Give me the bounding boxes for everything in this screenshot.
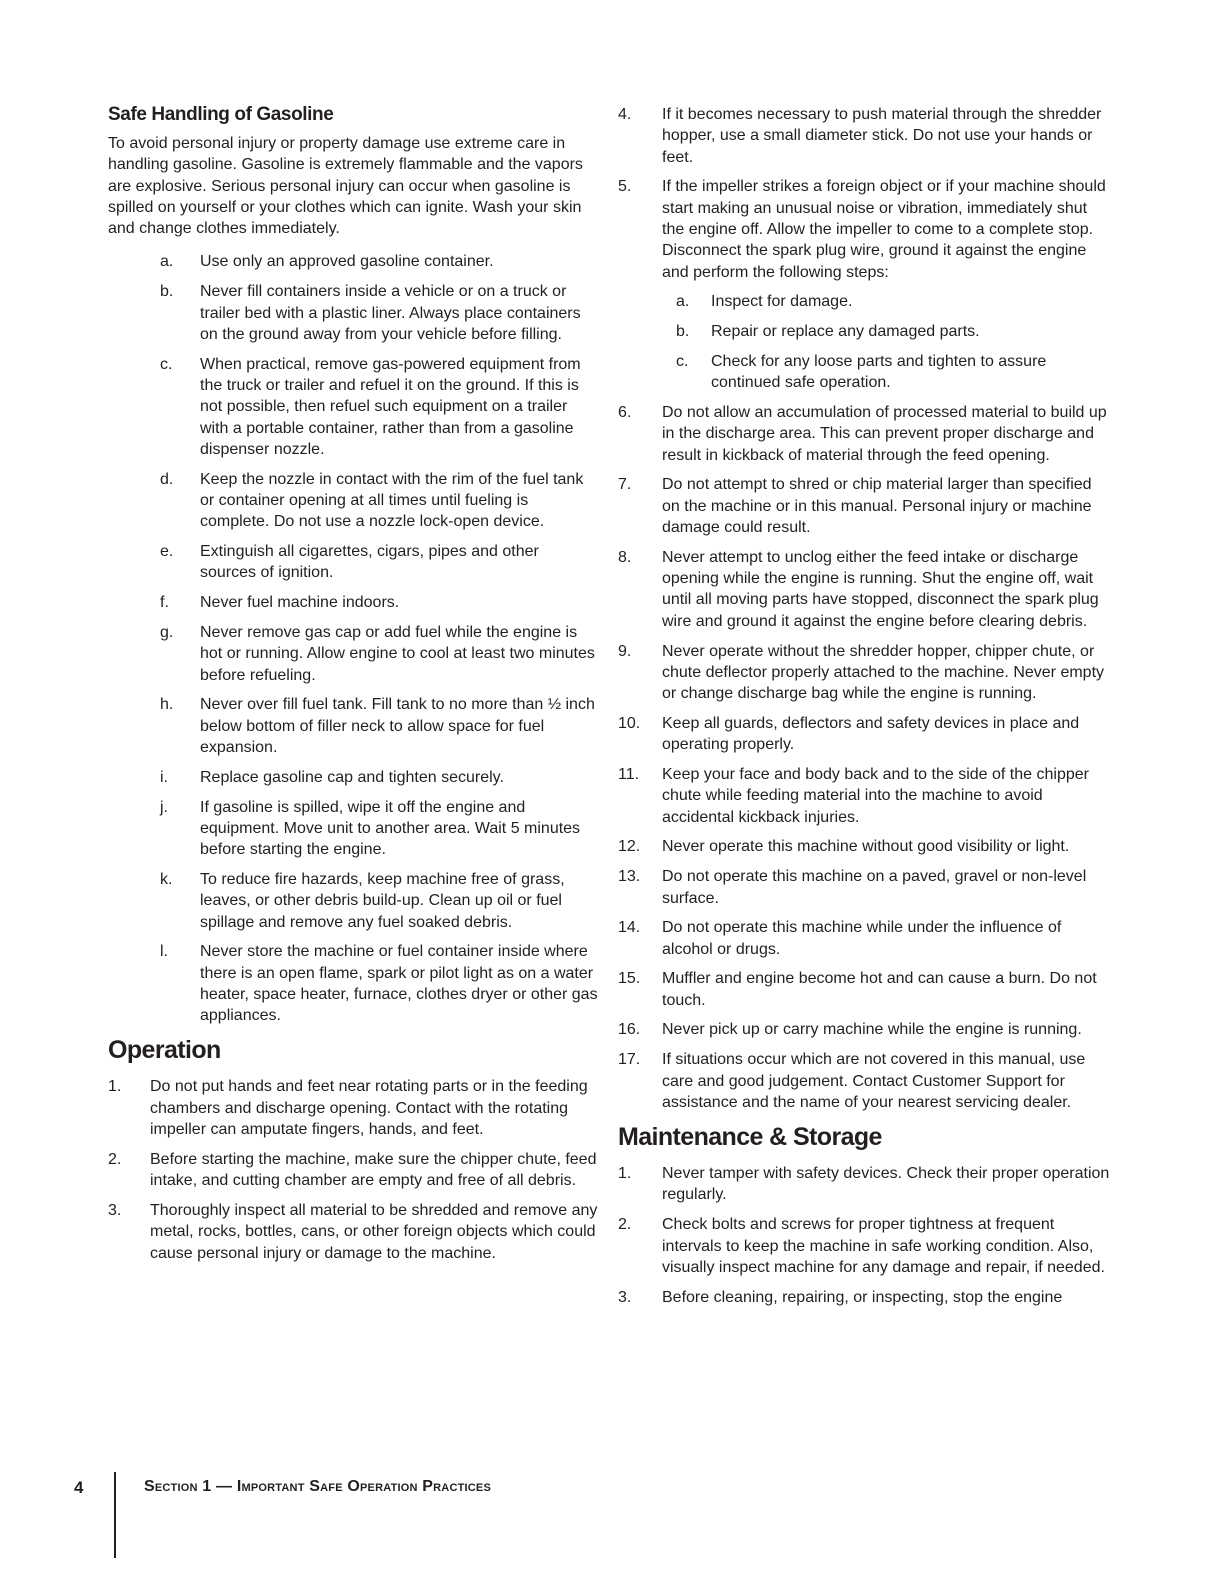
list-item: [618, 968, 1110, 1011]
operation-list-continued: [618, 104, 1110, 283]
gasoline-intro-paragraph: To avoid personal injury or property damage use extreme care in handling gasoline. Gasoline is extremely flammable and the vapors are explosive. Serious personal injury can occur when gasoline is spilled on yourself or your clothes which can ignite. Wash your skin and change clothes immediately.: [108, 135, 583, 238]
list-item-text: Keep all guards, deflectors and safety devices in place and operating properly.: [662, 714, 1080, 754]
footer-divider: [114, 1472, 116, 1558]
list-marker: h.: [160, 696, 174, 714]
list-marker: 2.: [108, 1150, 122, 1168]
list-item: [618, 1019, 1110, 1040]
list-marker: b.: [676, 323, 690, 341]
list-item-text: Use only an approved gasoline container.: [200, 253, 494, 271]
list-item: [618, 1287, 1110, 1308]
operation-heading: Operation: [108, 1036, 221, 1065]
list-item: [108, 469, 598, 533]
list-item-text: Do not allow an accumulation of processed material to build up in the discharge area. This can prevent proper discharge and result in kickback of material through the feed opening.: [662, 404, 1107, 464]
list-item-text: Never over fill fuel tank. Fill tank to no more than ½ inch below bottom of filler neck to allow space for fuel expansion.: [200, 696, 595, 756]
list-item: [108, 622, 598, 686]
list-item: [108, 797, 598, 861]
list-marker: 11.: [618, 766, 640, 784]
list-marker: 6.: [618, 404, 632, 422]
list-item-text: Repair or replace any damaged parts.: [711, 323, 980, 341]
list-marker: a.: [676, 293, 690, 311]
list-item: [618, 764, 1110, 828]
list-marker: 16.: [618, 1021, 641, 1039]
list-item-text: If it becomes necessary to push material through the shredder hopper, use a small diameter stick. Do not use your hands or feet.: [662, 106, 1102, 166]
list-item: [618, 321, 1110, 342]
list-item: [618, 836, 1110, 857]
list-marker: k.: [160, 870, 173, 888]
operation-list-continued-2: [618, 402, 1110, 1113]
list-marker: 7.: [618, 476, 632, 494]
list-item-text: If gasoline is spilled, wipe it off the engine and equipment. Move unit to another area. Wait 5 minutes before starting the engine.: [200, 798, 581, 859]
list-marker: f.: [160, 594, 169, 612]
left-column: [108, 104, 598, 1272]
list-item-text: If the impeller strikes a foreign object or if your machine should start making an unusual noise or vibration, immediately shut the engine off. Allow the impeller to come to a complete stop. Disconnect the spark plug wire, ground it against the engine and perform the following steps:: [662, 178, 1106, 281]
list-item: [108, 694, 598, 758]
list-item-text: Never fuel machine indoors.: [200, 594, 400, 612]
list-marker: 3.: [108, 1201, 122, 1219]
list-item-text: Never fill containers inside a vehicle or on a truck or trailer bed with a plastic liner. Always place containers on the ground away from your vehicle before filling.: [200, 283, 581, 343]
list-item: [618, 1049, 1110, 1113]
list-item-text: Never remove gas cap or add fuel while the engine is hot or running. Allow engine to cool at least two minutes before refueling.: [200, 623, 595, 684]
right-column: [618, 104, 1110, 1316]
list-item-text: Never store the machine or fuel container inside where there is an open flame, spark or pilot light as on a water heater, space heater, furnace, clothes dryer or other gas appliances.: [200, 943, 598, 1025]
list-item-text: Thoroughly inspect all material to be shredded and remove any metal, rocks, bottles, cans, or other foreign objects which could cause personal injury or damage to the machine.: [150, 1201, 598, 1262]
list-marker: 5.: [618, 178, 632, 196]
list-item-text: Never operate this machine without good visibility or light.: [662, 838, 1070, 856]
list-item-text: Check for any loose parts and tighten to assure continued safe operation.: [711, 352, 1047, 392]
list-marker: g.: [160, 623, 174, 641]
page-number: 4: [74, 1478, 84, 1497]
list-item: [618, 104, 1110, 168]
list-item: [108, 869, 598, 933]
list-item-text: Never operate without the shredder hopper, chipper chute, or chute deflector properly attached to the machine. Never empty or change discharge bag while the engine is running.: [662, 642, 1105, 703]
list-item-text: Keep the nozzle in contact with the rim of the fuel tank or container opening at all times until fueling is complete. Do not use a nozzle lock-open device.: [200, 470, 584, 531]
list-item-text: Never attempt to unclog either the feed intake or discharge opening while the engine is running. Shut the engine off, wait until all moving parts have stopped, disconnect the spark plug wire and ground it against the engine before clearing debris.: [662, 548, 1099, 630]
list-marker: 1.: [618, 1165, 632, 1183]
list-item-text: Keep your face and body back and to the side of the chipper chute while feeding material into the machine to avoid accidental kickback injuries.: [662, 766, 1089, 826]
list-item: [618, 641, 1110, 705]
list-item: [618, 713, 1110, 756]
list-marker: 10.: [618, 714, 641, 732]
list-marker: 8.: [618, 548, 632, 566]
maintenance-storage-heading: Maintenance & Storage: [618, 1123, 882, 1152]
list-marker: d.: [160, 470, 174, 488]
impeller-steps-list: [618, 291, 1110, 393]
list-item-text: Do not put hands and feet near rotating parts or in the feeding chambers and discharge opening. Contact with the rotating impeller can amputate fingers, hands, and feet.: [150, 1078, 588, 1139]
list-item-text: Check bolts and screws for proper tightness at frequent intervals to keep the machine in safe working condition. Also, visually inspect machine for any damage and repair, if needed.: [662, 1216, 1105, 1276]
page-footer: [74, 1474, 774, 1514]
list-marker: 15.: [618, 970, 641, 988]
list-marker: c.: [676, 352, 689, 370]
list-item: [618, 291, 1110, 312]
list-item: [108, 1149, 598, 1192]
maintenance-list: [618, 1163, 1110, 1308]
list-item: [618, 176, 1110, 282]
list-item-text: Do not attempt to shred or chip material larger than specified on the machine or in this manual. Personal injury or machine damage could result.: [662, 476, 1092, 537]
list-item: [108, 1200, 598, 1264]
list-marker: a.: [160, 253, 174, 271]
list-item-text: Never tamper with safety devices. Check their proper operation regularly.: [662, 1165, 1110, 1204]
list-item: [618, 1214, 1110, 1278]
list-item-text: Never pick up or carry machine while the engine is running.: [662, 1021, 1082, 1039]
list-item-text: Replace gasoline cap and tighten securely.: [200, 768, 504, 786]
list-item: [618, 1163, 1110, 1206]
list-item: [618, 917, 1110, 960]
section-title: Section 1 — Important Safe Operation Practices: [144, 1478, 491, 1495]
list-marker: 13.: [618, 868, 641, 886]
list-item: [108, 354, 598, 460]
list-item: [618, 402, 1110, 466]
list-item: [618, 351, 1110, 394]
list-item: [108, 541, 598, 584]
list-marker: 4.: [618, 106, 632, 123]
list-marker: l.: [160, 943, 168, 961]
gasoline-list: [108, 251, 598, 1026]
list-item-text: Before starting the machine, make sure the chipper chute, feed intake, and cutting chamber are empty and free of all debris.: [150, 1150, 597, 1190]
list-item: [108, 251, 598, 272]
list-item-text: If situations occur which are not covered in this manual, use care and good judgement. Contact Customer Support for assistance and the name of your nearest servicing dealer.: [662, 1051, 1086, 1111]
operation-list: [108, 1076, 598, 1263]
list-item: [618, 474, 1110, 538]
list-item-text: Before cleaning, repairing, or inspecting, stop the engine: [662, 1288, 1063, 1306]
list-item: [618, 547, 1110, 632]
list-item-text: Inspect for damage.: [711, 293, 853, 311]
list-item: [108, 767, 598, 788]
list-item-text: Do not operate this machine on a paved, gravel or non-level surface.: [662, 868, 1087, 907]
list-marker: i.: [160, 768, 168, 786]
list-marker: c.: [160, 355, 173, 373]
list-item: [108, 941, 598, 1026]
list-item-text: When practical, remove gas-powered equipment from the truck or trailer and refuel it on the ground. If this is not possible, then refuel such equipment on a trailer with a portable container, rather than from a gasoline dispenser nozzle.: [200, 355, 581, 458]
list-marker: 2.: [618, 1216, 632, 1234]
list-item-text: Muffler and engine become hot and can cause a burn. Do not touch.: [662, 970, 1097, 1009]
list-item-text: Do not operate this machine while under the influence of alcohol or drugs.: [662, 919, 1062, 958]
list-marker: 17.: [618, 1051, 641, 1069]
list-item: [108, 1076, 598, 1140]
safe-handling-gasoline-heading: Safe Handling of Gasoline: [108, 104, 334, 125]
list-item-text: To reduce fire hazards, keep machine free of grass, leaves, or other debris build-up. Clean up oil or fuel spillage and remove any fuel soaked debris.: [200, 870, 565, 931]
list-marker: 3.: [618, 1288, 632, 1306]
list-marker: e.: [160, 543, 174, 561]
list-marker: 1.: [108, 1078, 122, 1096]
list-item-text: Extinguish all cigarettes, cigars, pipes and other sources of ignition.: [200, 543, 539, 582]
list-marker: 14.: [618, 919, 641, 937]
list-item: [618, 866, 1110, 909]
list-marker: j.: [160, 798, 168, 816]
list-marker: b.: [160, 283, 174, 301]
list-marker: 12.: [618, 838, 641, 856]
list-marker: 9.: [618, 642, 632, 660]
list-item: [108, 281, 598, 345]
list-item: [108, 592, 598, 613]
